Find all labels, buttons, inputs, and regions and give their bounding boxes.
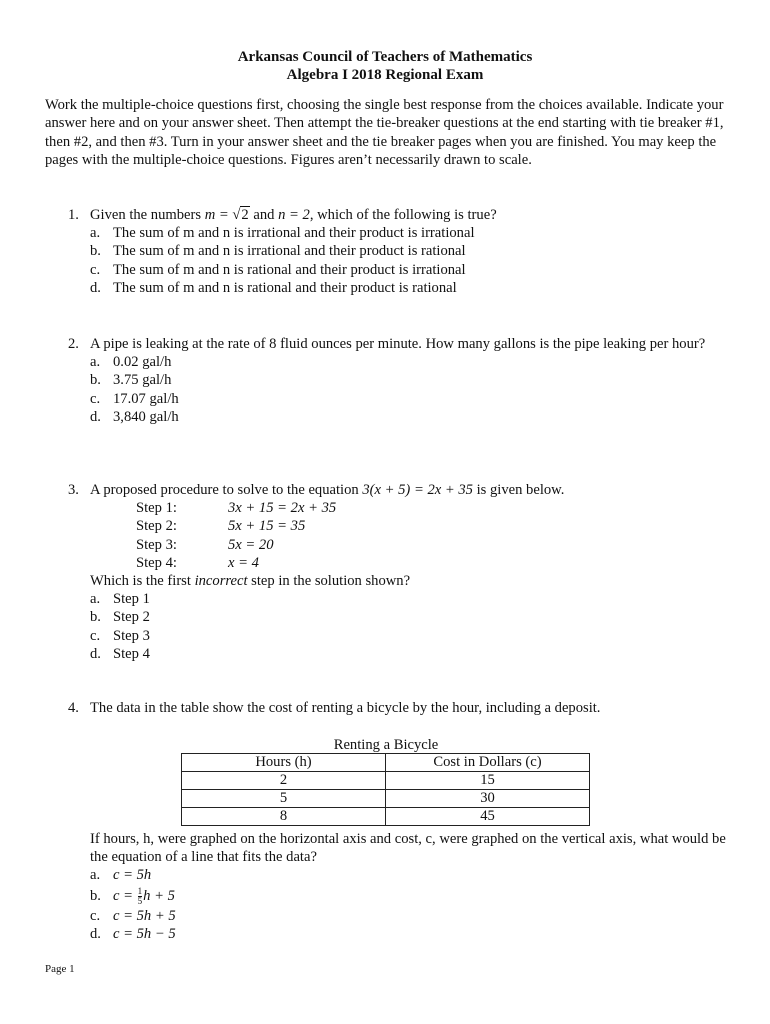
option-b[interactable]: b. The sum of m and n is irrational and their product is rational: [90, 243, 466, 260]
answer-options: [90, 590, 728, 663]
table-header-row: [182, 754, 590, 772]
header-organization: Arkansas Council of Teachers of Mathematics: [237, 49, 533, 65]
table-cell: 2: [182, 772, 386, 790]
table-cell: 15: [386, 772, 590, 790]
question-text: The data in the table show the cost of renting a bicycle by the hour, including a deposit.: [90, 700, 601, 716]
page-number: Page 1: [45, 963, 75, 975]
step-row: Step 3: 5x = 20: [136, 536, 274, 553]
table-row: [182, 790, 590, 808]
step-row: Step 2: 5x + 15 = 35: [136, 518, 306, 535]
question-4-continued: [68, 830, 728, 943]
column-header-cost: Cost in Dollars (c): [386, 754, 590, 772]
option-a[interactable]: a. The sum of m and n is irrational and their product is irrational: [90, 225, 475, 242]
option-c[interactable]: c. The sum of m and n is rational and their product is irrational: [90, 261, 466, 278]
question-text: A pipe is leaking at the rate of 8 fluid ounces per minute. How many gallons is the pipe leaking per hour?: [90, 336, 706, 352]
table-row: [182, 772, 590, 790]
answer-options: [90, 866, 728, 943]
step-row: Step 1: 3x + 15 = 2x + 35: [136, 500, 337, 517]
option-a[interactable]: a. 0.02 gal/h: [90, 354, 172, 371]
option-d[interactable]: d. c = 5h − 5: [90, 925, 176, 942]
option-c[interactable]: c. Step 3: [90, 627, 150, 644]
column-header-hours: Hours (h): [182, 754, 386, 772]
solution-steps: [136, 499, 728, 572]
option-c[interactable]: c. 17.07 gal/h: [90, 390, 179, 407]
option-d[interactable]: d. Step 4: [90, 645, 150, 662]
option-c[interactable]: c. c = 5h + 5: [90, 907, 176, 924]
table-row: [182, 808, 590, 826]
question-number: 2.: [68, 336, 79, 352]
rental-table: [181, 753, 590, 826]
question-2: [68, 335, 728, 426]
question-number: 3.: [68, 482, 79, 498]
question-4: [68, 699, 728, 717]
table-cell: 30: [386, 790, 590, 808]
table-cell: 45: [386, 808, 590, 826]
question-prompt: If hours, h, were graphed on the horizontal axis and cost, c, were graphed on the vertical axis, what would be the equation of a line that fits the data?: [90, 831, 726, 866]
question-text: Given the numbers m = √2 and n = 2, which of the following is true?: [90, 207, 497, 223]
answer-options: [90, 353, 728, 426]
question-1: [68, 206, 728, 297]
question-number: 4.: [68, 700, 79, 716]
question-3: [68, 481, 728, 663]
question-number: 1.: [68, 207, 79, 223]
option-b[interactable]: b. c = $\frac{1}{5}$ h + 5: [90, 885, 175, 906]
table-cell: 8: [182, 808, 386, 826]
step-row: Step 4: x = 4: [136, 554, 259, 571]
option-d[interactable]: d. 3,840 gal/h: [90, 408, 179, 425]
option-a[interactable]: a. Step 1: [90, 591, 150, 608]
table-cell: 5: [182, 790, 386, 808]
answer-options: [90, 224, 728, 297]
exam-header: [0, 48, 770, 84]
table-caption: Renting a Bicycle: [333, 737, 439, 753]
option-d[interactable]: d. The sum of m and n is rational and their product is rational: [90, 279, 457, 296]
option-a[interactable]: a. c = 5h: [90, 867, 152, 884]
option-b[interactable]: b. 3.75 gal/h: [90, 372, 172, 389]
fraction: $\frac{1}{5}$: [137, 885, 143, 906]
question-prompt: Which is the first incorrect step in the solution shown?: [90, 573, 411, 590]
option-b[interactable]: b. Step 2: [90, 609, 150, 626]
instructions-paragraph: Work the multiple-choice questions first, choosing the single best response from the choices available. Indicate your answer here and on your answer sheet. Then attempt the tie-breaker questions at the end starting with tie breaker #1, then #2, and then #3. Turn in your answer sheet and the tie breaker pages when you are finished. You may keep the pages with the multiple-choice questions. Figures aren’t necessarily drawn to scale.: [45, 97, 724, 168]
header-exam-title: Algebra I 2018 Regional Exam: [286, 67, 484, 83]
question-text: A proposed procedure to solve to the equation 3(x + 5) = 2x + 35 is given below.: [90, 482, 565, 498]
